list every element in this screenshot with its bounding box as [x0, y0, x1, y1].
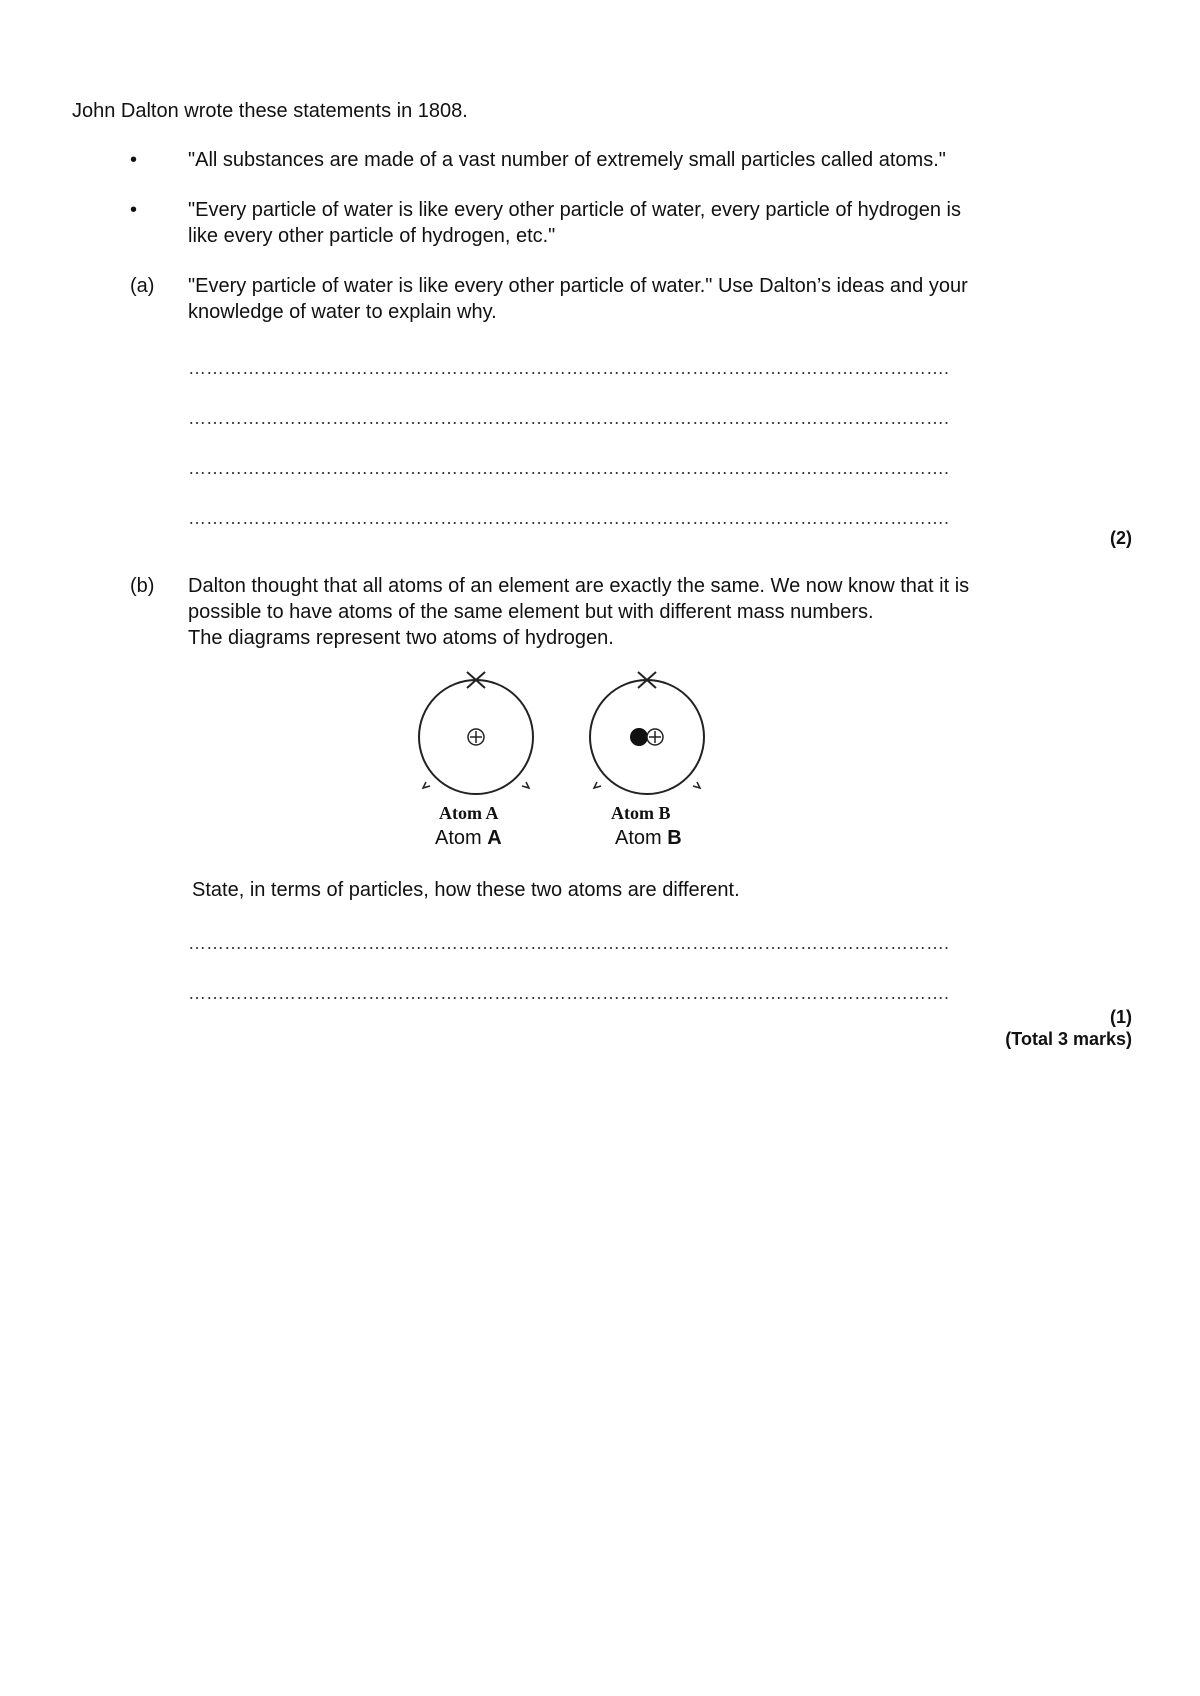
answer-line[interactable]: ……………………………………………………………………………………………………………….: [188, 508, 950, 528]
marks-b: (1): [1110, 1007, 1132, 1027]
question-b-text: The diagrams represent two atoms of hydrogen.: [188, 627, 614, 649]
atom-a-shell-notch: [522, 782, 529, 788]
marks-a: (2): [1110, 528, 1132, 548]
bullet-text: "Every particle of water is like every other particle of water, every particle of hydrogen is: [188, 199, 961, 221]
answer-line[interactable]: ……………………………………………………………………………………………………………….: [188, 458, 950, 478]
atom-b-diagram-label: Atom B: [611, 803, 671, 823]
question-label-a: (a): [130, 275, 155, 297]
atom-b-diagram: [590, 672, 704, 794]
question-b-text: possible to have atoms of the same element but with different mass numbers.: [188, 601, 874, 623]
answer-line[interactable]: ……………………………………………………………………………………………………………….: [188, 933, 950, 953]
question-label-b: (b): [130, 575, 155, 597]
atom-b-shell-notch: [693, 782, 700, 788]
bullet-text: "All substances are made of a vast number of extremely small particles called atoms.": [188, 149, 946, 171]
answer-line[interactable]: ……………………………………………………………………………………………………………….: [188, 358, 950, 378]
atom-a-diagram-label: Atom A: [439, 803, 499, 823]
bullet-text: like every other particle of hydrogen, etc.": [188, 225, 556, 247]
total-marks: (Total 3 marks): [1005, 1029, 1132, 1049]
intro-text: John Dalton wrote these statements in 1808.: [72, 100, 468, 122]
atom-a-caption-word: Atom: [435, 827, 482, 849]
atom-b-shell-notch: [594, 782, 601, 788]
question-a-text: knowledge of water to explain why.: [188, 301, 497, 323]
atom-b-neutron-icon: [630, 728, 648, 746]
atom-b-caption-word: Atom: [615, 827, 662, 849]
atom-a-proton-icon: [468, 729, 484, 745]
question-b-text: Dalton thought that all atoms of an element are exactly the same. We now know that it is: [188, 575, 970, 597]
bullet-marker: •: [130, 199, 138, 221]
question-b-prompt: State, in terms of particles, how these two atoms are different.: [192, 879, 740, 901]
atom-b-proton-icon: [647, 729, 663, 745]
bullet-marker: •: [130, 149, 138, 171]
atom-a-caption: [435, 825, 502, 851]
atom-b-caption: [615, 825, 682, 851]
atom-a-shell-notch: [423, 782, 430, 788]
atom-a-diagram: [419, 672, 533, 794]
answer-line[interactable]: ……………………………………………………………………………………………………………….: [188, 408, 950, 428]
answer-line[interactable]: ……………………………………………………………………………………………………………….: [188, 983, 950, 1003]
atom-b-caption-letter: B: [667, 827, 682, 849]
atom-a-caption-letter: A: [487, 827, 502, 849]
question-a-text: "Every particle of water is like every other particle of water." Use Dalton’s ideas and your: [188, 275, 968, 297]
